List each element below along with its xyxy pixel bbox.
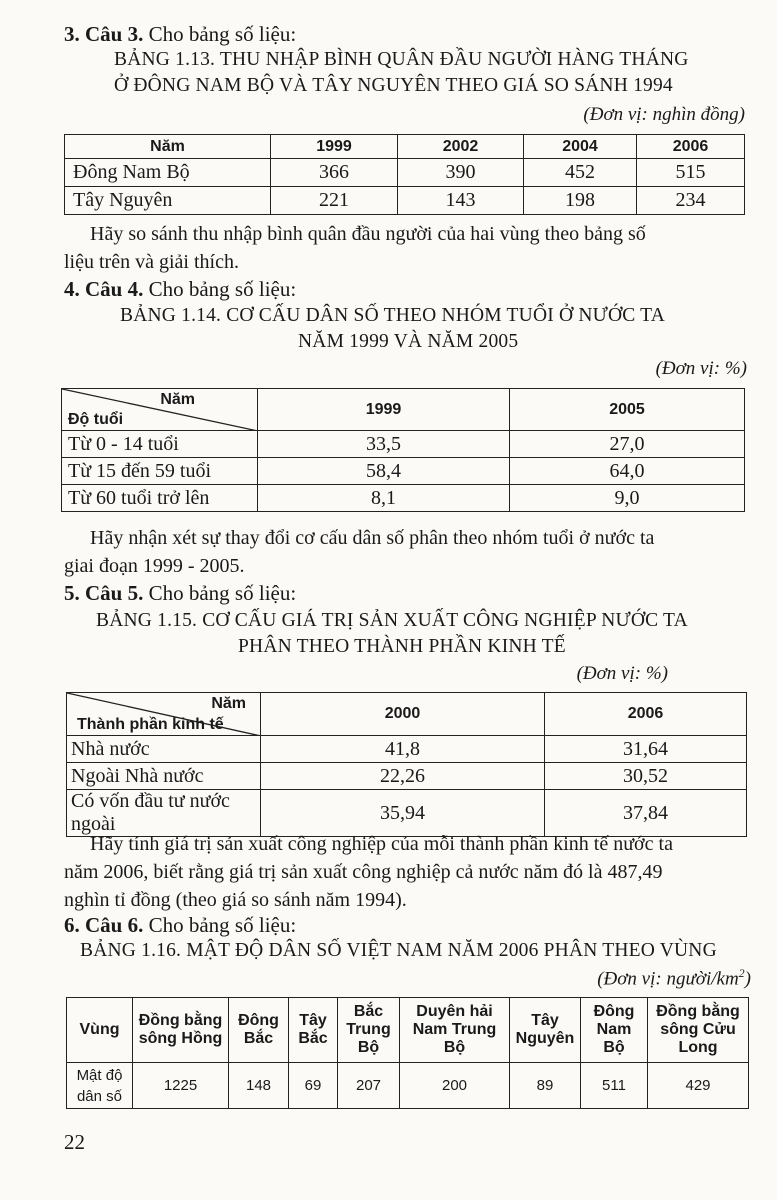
corner-row-label: Độ tuổi <box>68 411 124 428</box>
region-header: Đồng bằng sông Cửu Long <box>648 998 749 1063</box>
row-label: Có vốn đầu tư nước ngoài <box>67 790 261 837</box>
table-row <box>67 736 747 763</box>
q5-title-line2: PHÂN THEO THÀNH PHẦN KINH TẾ <box>238 636 566 657</box>
table-cell: 37,84 <box>545 790 747 837</box>
q3-prompt-line2: liệu trên và giải thích. <box>64 251 239 273</box>
q5-table <box>66 692 747 837</box>
q6-header-row <box>67 998 749 1063</box>
q3-title-line2: Ở ĐÔNG NAM BỘ VÀ TÂY NGUYÊN THEO GIÁ SO SÁNH 1994 <box>114 75 673 96</box>
table-cell: 33,5 <box>258 431 510 458</box>
table-row <box>67 1063 749 1109</box>
q4-heading: 4. Câu 4. Cho bảng số liệu: <box>64 277 297 301</box>
table-cell: 69 <box>289 1063 338 1109</box>
q3-header-cell: 2006 <box>637 135 745 159</box>
q3-header-row <box>65 135 745 159</box>
table-row <box>62 485 745 512</box>
region-header: Tây Bắc <box>289 998 338 1063</box>
table-row <box>67 763 747 790</box>
q4-diagonal-header <box>62 389 258 431</box>
region-header: Duyên hải Nam Trung Bộ <box>400 998 510 1063</box>
q4-prompt-line1: Hãy nhận xét sự thay đổi cơ cấu dân số phân theo nhóm tuổi ở nước ta <box>90 527 655 549</box>
table-cell: 221 <box>271 187 398 215</box>
row-label: Nhà nước <box>67 736 261 763</box>
q4-header-cell: 1999 <box>258 389 510 431</box>
table-cell: 8,1 <box>258 485 510 512</box>
q6-table <box>66 997 749 1109</box>
q4-header-row <box>62 389 745 431</box>
q4-header-cell: 2005 <box>510 389 745 431</box>
table-cell: 30,52 <box>545 763 747 790</box>
q5-header-cell: 2000 <box>261 693 545 736</box>
q3-heading: 3. Câu 3. Cho bảng số liệu: <box>64 22 297 46</box>
q4-unit: (Đơn vị: %) <box>655 358 747 379</box>
table-cell: 31,64 <box>545 736 747 763</box>
table-row <box>65 159 745 187</box>
region-header: Bắc Trung Bộ <box>338 998 400 1063</box>
table-cell: 27,0 <box>510 431 745 458</box>
q5-prompt-line3: nghìn tỉ đồng (theo giá so sánh năm 1994). <box>64 889 407 911</box>
row-label: Mật độ dân số <box>67 1063 133 1109</box>
table-row <box>62 431 745 458</box>
region-header: Đông Bắc <box>229 998 289 1063</box>
page-number: 22 <box>64 1130 85 1154</box>
table-cell: 200 <box>400 1063 510 1109</box>
q5-header-cell: 2006 <box>545 693 747 736</box>
table-cell: 148 <box>229 1063 289 1109</box>
table-cell: 64,0 <box>510 458 745 485</box>
q5-header-row <box>67 693 747 736</box>
q5-diagonal-header <box>67 693 261 736</box>
q6-header-cell: Vùng <box>67 998 133 1063</box>
q4-title-line1: BẢNG 1.14. CƠ CẤU DÂN SỐ THEO NHÓM TUỔI Ở NƯỚC TA <box>120 305 666 326</box>
table-cell: 89 <box>510 1063 581 1109</box>
table-cell: 207 <box>338 1063 400 1109</box>
table-cell: 452 <box>524 159 637 187</box>
q6-unit: (Đơn vị: người/$km^2$) <box>597 966 751 990</box>
table-cell: 515 <box>637 159 745 187</box>
q3-header-cell: 1999 <box>271 135 398 159</box>
region-header: Đông Nam Bộ <box>581 998 648 1063</box>
row-label: Ngoài Nhà nước <box>67 763 261 790</box>
table-cell: 390 <box>398 159 524 187</box>
q5-heading: 5. Câu 5. Cho bảng số liệu: <box>64 581 297 605</box>
q5-prompt-line1: Hãy tính giá trị sản xuất công nghiệp của mỗi thành phần kinh tế nước ta <box>90 833 673 855</box>
corner-year-label: Năm <box>160 391 195 408</box>
q4-title-line2: NĂM 1999 VÀ NĂM 2005 <box>298 331 519 352</box>
table-cell: 429 <box>648 1063 749 1109</box>
row-label: Từ 15 đến 59 tuổi <box>62 458 258 485</box>
table-cell: 58,4 <box>258 458 510 485</box>
q3-unit: (Đơn vị: nghìn đồng) <box>583 104 745 125</box>
q3-header-cell: Năm <box>65 135 271 159</box>
row-label: Từ 0 - 14 tuổi <box>62 431 258 458</box>
q3-header-cell: 2002 <box>398 135 524 159</box>
table-cell: 511 <box>581 1063 648 1109</box>
q4-table <box>61 388 745 512</box>
q3-header-cell: 2004 <box>524 135 637 159</box>
table-row <box>65 187 745 215</box>
q3-prompt-line1: Hãy so sánh thu nhập bình quân đầu người của hai vùng theo bảng số <box>90 223 646 245</box>
q4-prompt-line2: giai đoạn 1999 - 2005. <box>64 555 245 577</box>
table-cell: 9,0 <box>510 485 745 512</box>
table-cell: 234 <box>637 187 745 215</box>
table-cell: 41,8 <box>261 736 545 763</box>
q5-prompt-line2: năm 2006, biết rằng giá trị sản xuất công nghiệp cả nước năm đó là 487,49 <box>64 861 663 883</box>
region-header: Đồng bằng sông Hồng <box>133 998 229 1063</box>
table-cell: 1225 <box>133 1063 229 1109</box>
corner-row-label: Thành phần kinh tế <box>77 716 224 733</box>
table-cell: 22,26 <box>261 763 545 790</box>
row-label: Đông Nam Bộ <box>65 159 271 187</box>
table-cell: 143 <box>398 187 524 215</box>
row-label: Tây Nguyên <box>65 187 271 215</box>
q5-unit: (Đơn vị: %) <box>576 663 668 684</box>
q6-title: BẢNG 1.16. MẬT ĐỘ DÂN SỐ VIỆT NAM NĂM 2006 PHÂN THEO VÙNG <box>80 940 717 961</box>
corner-year-label: Năm <box>211 695 246 712</box>
table-cell: 198 <box>524 187 637 215</box>
q6-heading: 6. Câu 6. Cho bảng số liệu: <box>64 913 297 937</box>
row-label: Từ 60 tuổi trở lên <box>62 485 258 512</box>
table-row <box>62 458 745 485</box>
q5-title-line1: BẢNG 1.15. CƠ CẤU GIÁ TRỊ SẢN XUẤT CÔNG NGHIỆP NƯỚC TA <box>96 610 688 631</box>
q3-table <box>64 134 745 215</box>
q3-title-line1: BẢNG 1.13. THU NHẬP BÌNH QUÂN ĐẦU NGƯỜI HÀNG THÁNG <box>114 49 689 70</box>
region-header: Tây Nguyên <box>510 998 581 1063</box>
table-cell: 366 <box>271 159 398 187</box>
table-cell: 35,94 <box>261 790 545 837</box>
